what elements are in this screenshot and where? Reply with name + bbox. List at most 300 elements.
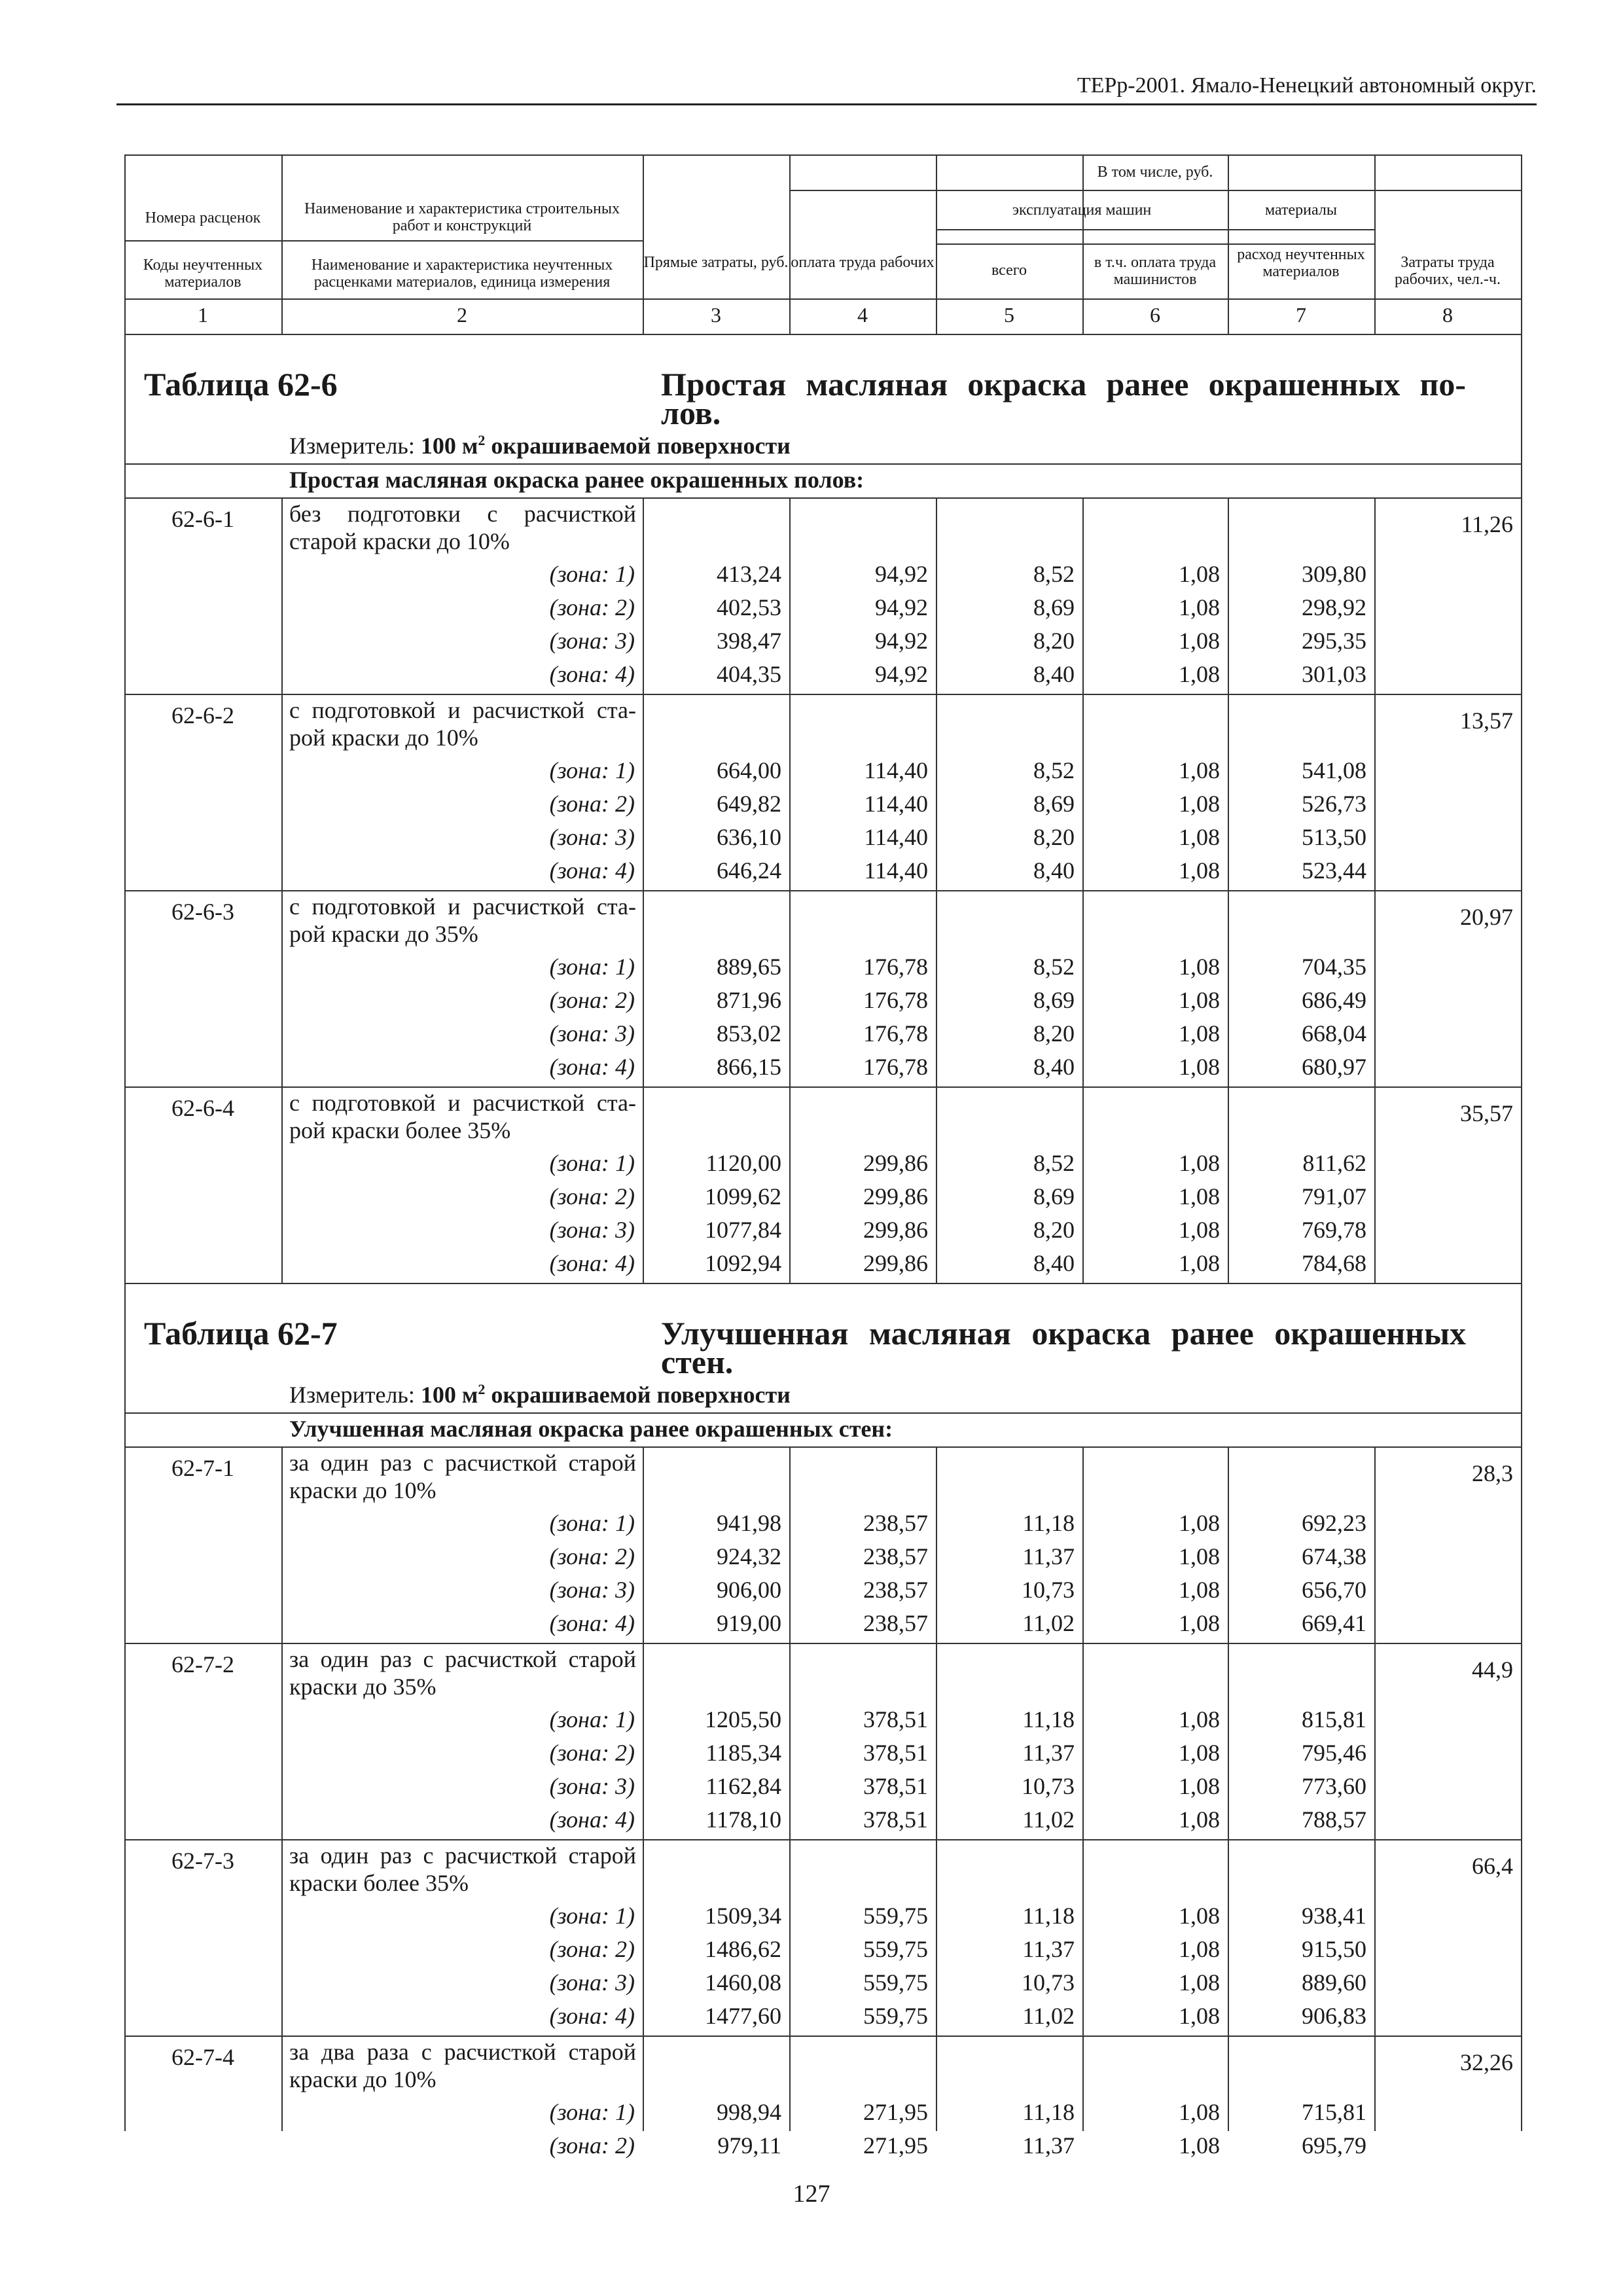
worker-pay: 299,86: [863, 1183, 928, 1210]
rate-description: за один раз с расчисткой старой: [289, 1646, 636, 1672]
machines-total: 8,52: [1033, 561, 1075, 587]
zone-label: (зона: 4): [549, 1806, 635, 1833]
grid-vline: [1228, 890, 1229, 1086]
zone-label: (зона: 2): [549, 1183, 635, 1210]
machines-total: 11,37: [1022, 2132, 1075, 2159]
grid-hline: [124, 1283, 1521, 1284]
worker-pay: 238,57: [863, 1543, 928, 1570]
worker-pay: 176,78: [863, 1054, 928, 1080]
rate-description-cont: краски до 10%: [289, 1477, 437, 1503]
machines-total: 8,40: [1033, 661, 1075, 687]
rate-code: 62-6-4: [171, 1095, 234, 1121]
rate-description-cont: краски до 35%: [289, 1674, 437, 1700]
material-cost: 938,41: [1302, 1903, 1366, 1929]
grid-hline: [124, 1086, 1521, 1088]
price-table: [124, 154, 1522, 2159]
worker-pay: 94,92: [875, 628, 928, 654]
machines-total: 11,02: [1022, 1610, 1075, 1636]
machinist-pay: 1,08: [1179, 661, 1220, 687]
direct-cost: 636,10: [717, 824, 781, 850]
zone-label: (зона: 3): [549, 824, 635, 850]
zone-label: (зона: 2): [549, 987, 635, 1013]
material-cost: 692,23: [1302, 1510, 1366, 1536]
machinist-pay: 1,08: [1179, 1806, 1220, 1833]
worker-pay: 378,51: [863, 1806, 928, 1833]
worker-pay: 299,86: [863, 1250, 928, 1276]
machinist-pay: 1,08: [1179, 1903, 1220, 1929]
grid-vline: [1082, 1839, 1084, 2036]
labor-cost: 11,26: [1461, 511, 1513, 537]
machines-total: 11,18: [1022, 1903, 1075, 1929]
grid-vline: [281, 1839, 283, 2036]
worker-pay: 114,40: [864, 857, 928, 884]
machinist-pay: 1,08: [1179, 1054, 1220, 1080]
machines-total: 11,18: [1022, 1706, 1075, 1732]
material-cost: 680,97: [1302, 1054, 1366, 1080]
grid-hline: [124, 1446, 1521, 1448]
machinist-pay: 1,08: [1179, 1706, 1220, 1732]
grid-vline: [281, 890, 283, 1086]
machinist-pay: 1,08: [1179, 1773, 1220, 1799]
direct-cost: 1477,60: [705, 2003, 781, 2029]
machines-total: 11,37: [1022, 1936, 1075, 1962]
grid-vline: [936, 1643, 937, 1839]
worker-pay: 94,92: [875, 661, 928, 687]
direct-cost: 979,11: [717, 2132, 781, 2159]
material-cost: 526,73: [1302, 791, 1366, 817]
grid-vline: [789, 497, 791, 694]
direct-cost: 853,02: [717, 1020, 781, 1047]
column-number: 4: [857, 303, 868, 327]
machines-total: 8,40: [1033, 857, 1075, 884]
machines-total: 8,69: [1033, 791, 1075, 817]
zone-label: (зона: 3): [549, 1773, 635, 1799]
machinist-pay: 1,08: [1179, 757, 1220, 783]
material-cost: 541,08: [1302, 757, 1366, 783]
grid-vline: [789, 1446, 791, 1643]
measure-unit: окрашиваемой поверхности: [485, 1382, 791, 1408]
labor-cost: 28,3: [1472, 1460, 1513, 1486]
header-machines-total: всего: [991, 262, 1027, 279]
rate-description-cont: краски более 35%: [289, 1870, 469, 1896]
machinist-pay: 1,08: [1179, 1510, 1220, 1536]
grid-vline: [1082, 2036, 1084, 2131]
direct-cost: 398,47: [717, 628, 781, 654]
labor-cost: 66,4: [1472, 1853, 1513, 1879]
grid-hline: [124, 240, 643, 242]
machinist-pay: 1,08: [1179, 791, 1220, 817]
material-cost: 695,79: [1302, 2132, 1366, 2159]
grid-vline: [936, 890, 937, 1086]
grid-vline: [124, 154, 126, 2131]
grid-vline: [936, 1086, 937, 1283]
header-machinist-pay: в т.ч. оплата труда машинистов: [1094, 254, 1217, 288]
column-number: 6: [1150, 303, 1160, 327]
machines-total: 10,73: [1022, 1969, 1075, 1996]
rate-code: 62-6-2: [171, 702, 234, 728]
grid-vline: [789, 1086, 791, 1283]
grid-vline: [643, 1086, 644, 1283]
machines-total: 8,40: [1033, 1054, 1075, 1080]
grid-vline: [643, 1839, 644, 2036]
material-cost: 669,41: [1302, 1610, 1366, 1636]
header-material-usage: расход неучтенных материалов: [1237, 246, 1365, 280]
machinist-pay: 1,08: [1179, 2132, 1220, 2159]
machines-total: 8,69: [1033, 1183, 1075, 1210]
machines-total: 8,20: [1033, 824, 1075, 850]
zone-label: (зона: 1): [549, 954, 635, 980]
zone-label: (зона: 1): [549, 2099, 635, 2125]
table-heading: Улучшенная масляная окраска ранее окрашенных: [661, 1315, 1466, 1352]
grid-vline: [1228, 694, 1229, 890]
material-cost: 811,62: [1302, 1150, 1366, 1176]
rate-description: за один раз с расчисткой старой: [289, 1450, 636, 1476]
grid-hline: [124, 154, 1521, 156]
rate-code: 62-7-1: [171, 1455, 234, 1481]
grid-vline: [643, 694, 644, 890]
column-number: 5: [1004, 303, 1014, 327]
rate-description-cont: рой краски более 35%: [289, 1117, 511, 1143]
worker-pay: 271,95: [863, 2099, 928, 2125]
header-material-codes: Коды неучтенных материалов: [143, 257, 263, 291]
grid-vline: [1374, 2036, 1376, 2131]
machinist-pay: 1,08: [1179, 824, 1220, 850]
machinist-pay: 1,08: [1179, 2099, 1220, 2125]
worker-pay: 176,78: [863, 954, 928, 980]
worker-pay: 238,57: [863, 1510, 928, 1536]
zone-label: (зона: 4): [549, 1054, 635, 1080]
machines-total: 11,18: [1022, 1510, 1075, 1536]
grid-vline: [281, 1643, 283, 1839]
labor-cost: 35,57: [1460, 1100, 1513, 1126]
machinist-pay: 1,08: [1179, 1183, 1220, 1210]
grid-vline: [789, 1839, 791, 2036]
worker-pay: 238,57: [863, 1610, 928, 1636]
grid-vline: [281, 497, 283, 694]
grid-vline: [936, 1839, 937, 2036]
running-header: ТЕРр-2001. Ямало-Ненецкий автономный округ.: [1077, 73, 1537, 98]
material-cost: 704,35: [1302, 954, 1366, 980]
material-cost: 795,46: [1302, 1740, 1366, 1766]
grid-vline: [1228, 1446, 1229, 1643]
machines-total: 10,73: [1022, 1773, 1075, 1799]
material-cost: 769,78: [1302, 1217, 1366, 1243]
machines-total: 11,02: [1022, 1806, 1075, 1833]
measure-line: [289, 432, 1205, 461]
column-number: 7: [1296, 303, 1306, 327]
grid-hline: [124, 2036, 1521, 2037]
zone-label: (зона: 4): [549, 661, 635, 687]
table-title: Таблица 62-7: [144, 1315, 338, 1352]
grid-vline: [1228, 1086, 1229, 1283]
machines-total: 8,20: [1033, 1217, 1075, 1243]
measure-superscript: 2: [478, 1381, 486, 1397]
table-title: Таблица 62-6: [144, 366, 338, 403]
grid-vline: [789, 1643, 791, 1839]
grid-vline: [936, 694, 937, 890]
machines-total: 8,20: [1033, 1020, 1075, 1047]
rate-description-cont: старой краски до 10%: [289, 528, 510, 554]
direct-cost: 1099,62: [705, 1183, 781, 1210]
direct-cost: 941,98: [717, 1510, 781, 1536]
grid-vline: [1228, 497, 1229, 694]
material-cost: 513,50: [1302, 824, 1366, 850]
machinist-pay: 1,08: [1179, 1020, 1220, 1047]
zone-label: (зона: 1): [549, 1903, 635, 1929]
measure-line: [289, 1381, 1205, 1410]
grid-vline: [1374, 694, 1376, 890]
direct-cost: 889,65: [717, 954, 781, 980]
table-heading: Простая масляная окраска ранее окрашенных по-: [661, 366, 1466, 403]
zone-label: (зона: 3): [549, 1577, 635, 1603]
rate-description: с подготовкой и расчисткой ста-: [289, 1090, 636, 1116]
machines-total: 8,69: [1033, 594, 1075, 620]
machinist-pay: 1,08: [1179, 1150, 1220, 1176]
zone-label: (зона: 2): [549, 1740, 635, 1766]
direct-cost: 413,24: [717, 561, 781, 587]
worker-pay: 176,78: [863, 987, 928, 1013]
grid-hline: [124, 334, 1521, 335]
zone-label: (зона: 3): [549, 628, 635, 654]
machines-total: 8,52: [1033, 954, 1075, 980]
zone-label: (зона: 4): [549, 1610, 635, 1636]
direct-cost: 1120,00: [705, 1150, 781, 1176]
grid-vline: [1228, 2036, 1229, 2131]
measure-label: Измеритель:: [289, 433, 415, 459]
material-cost: 715,81: [1302, 2099, 1366, 2125]
direct-cost: 1185,34: [705, 1740, 781, 1766]
measure-value: 100 м: [420, 433, 478, 459]
rate-description-cont: рой краски до 35%: [289, 921, 478, 947]
direct-cost: 1460,08: [705, 1969, 781, 1996]
direct-cost: 664,00: [717, 757, 781, 783]
zone-label: (зона: 3): [549, 1217, 635, 1243]
machines-total: 11,37: [1022, 1740, 1075, 1766]
zone-label: (зона: 1): [549, 1510, 635, 1536]
grid-hline: [124, 298, 1521, 300]
machinist-pay: 1,08: [1179, 1577, 1220, 1603]
direct-cost: 404,35: [717, 661, 781, 687]
rate-code: 62-6-1: [171, 506, 234, 532]
header-direct-costs: Прямые затраты, руб.: [643, 254, 789, 271]
zone-label: (зона: 2): [549, 594, 635, 620]
machines-total: 8,40: [1033, 1250, 1075, 1276]
labor-cost: 13,57: [1460, 708, 1513, 734]
machinist-pay: 1,08: [1179, 1969, 1220, 1996]
rate-code: 62-6-3: [171, 899, 234, 925]
grid-vline: [1374, 1643, 1376, 1839]
measure-label: Измеритель:: [289, 1382, 415, 1408]
machines-total: 11,37: [1022, 1543, 1075, 1570]
machinist-pay: 1,08: [1179, 1250, 1220, 1276]
machinist-pay: 1,08: [1179, 1936, 1220, 1962]
grid-hline: [124, 1412, 1521, 1414]
grid-hline: [124, 1839, 1521, 1840]
direct-cost: 924,32: [717, 1543, 781, 1570]
machinist-pay: 1,08: [1179, 561, 1220, 587]
direct-cost: 1509,34: [705, 1903, 781, 1929]
direct-cost: 649,82: [717, 791, 781, 817]
grid-vline: [643, 1643, 644, 1839]
table-subheading: Улучшенная масляная окраска ранее окрашенных стен:: [289, 1416, 893, 1442]
page-number: 127: [793, 2180, 830, 2208]
machines-total: 11,02: [1022, 2003, 1075, 2029]
grid-hline: [124, 497, 1521, 499]
direct-cost: 998,94: [717, 2099, 781, 2125]
material-cost: 791,07: [1302, 1183, 1366, 1210]
direct-cost: 1205,50: [705, 1706, 781, 1732]
machinist-pay: 1,08: [1179, 2003, 1220, 2029]
grid-vline: [789, 694, 791, 890]
machinist-pay: 1,08: [1179, 987, 1220, 1013]
direct-cost: 646,24: [717, 857, 781, 884]
machines-total: 11,18: [1022, 2099, 1075, 2125]
header-including: В том числе, руб.: [1097, 164, 1213, 181]
grid-vline: [643, 1446, 644, 1643]
grid-vline: [1082, 497, 1084, 694]
header-labor-costs: Затраты труда рабочих, чел.-ч.: [1395, 254, 1501, 288]
material-cost: 906,83: [1302, 2003, 1366, 2029]
table-heading-cont: лов.: [661, 395, 721, 431]
header-work-name: Наименование и характеристика строительных работ и конструкций: [304, 200, 620, 234]
table-heading-cont: стен.: [661, 1344, 734, 1380]
grid-vline: [789, 890, 791, 1086]
header-machines: эксплуатация машин: [1012, 202, 1152, 219]
header-rate-numbers: Номера расценок: [145, 209, 261, 226]
measure-unit: окрашиваемой поверхности: [485, 433, 791, 459]
column-number: 2: [457, 303, 467, 327]
material-cost: 674,38: [1302, 1543, 1366, 1570]
material-cost: 309,80: [1302, 561, 1366, 587]
worker-pay: 559,75: [863, 1903, 928, 1929]
header-rule: [116, 103, 1537, 105]
zone-label: (зона: 3): [549, 1969, 635, 1996]
table-subheading: Простая масляная окраска ранее окрашенных полов:: [289, 467, 865, 493]
worker-pay: 271,95: [863, 2132, 928, 2159]
grid-vline: [281, 1086, 283, 1283]
column-number: 1: [198, 303, 208, 327]
direct-cost: 1092,94: [705, 1250, 781, 1276]
direct-cost: 1178,10: [705, 1806, 781, 1833]
machinist-pay: 1,08: [1179, 954, 1220, 980]
machinist-pay: 1,08: [1179, 1740, 1220, 1766]
grid-hline: [124, 1643, 1521, 1644]
grid-vline: [936, 497, 937, 694]
worker-pay: 114,40: [864, 791, 928, 817]
worker-pay: 176,78: [863, 1020, 928, 1047]
grid-vline: [643, 2036, 644, 2131]
material-cost: 523,44: [1302, 857, 1366, 884]
rate-description: без подготовки с расчисткой: [289, 501, 636, 527]
labor-cost: 20,97: [1460, 904, 1513, 930]
machines-total: 8,69: [1033, 987, 1075, 1013]
rate-description-cont: краски до 10%: [289, 2066, 437, 2092]
worker-pay: 94,92: [875, 561, 928, 587]
measure-superscript: 2: [478, 432, 486, 448]
header-material-name: Наименование и характеристика неучтенных расценками материалов, единица измерения: [311, 257, 613, 291]
direct-cost: 919,00: [717, 1610, 781, 1636]
machinist-pay: 1,08: [1179, 1610, 1220, 1636]
grid-vline: [1521, 154, 1522, 2131]
grid-vline: [281, 1446, 283, 1643]
material-cost: 298,92: [1302, 594, 1366, 620]
worker-pay: 94,92: [875, 594, 928, 620]
machinist-pay: 1,08: [1179, 1543, 1220, 1570]
worker-pay: 299,86: [863, 1217, 928, 1243]
grid-vline: [1082, 1086, 1084, 1283]
machinist-pay: 1,08: [1179, 628, 1220, 654]
zone-label: (зона: 1): [549, 1706, 635, 1732]
zone-label: (зона: 4): [549, 1250, 635, 1276]
grid-vline: [936, 2036, 937, 2131]
rate-description: за один раз с расчисткой старой: [289, 1842, 636, 1869]
machines-total: 10,73: [1022, 1577, 1075, 1603]
worker-pay: 114,40: [864, 824, 928, 850]
grid-vline: [936, 1446, 937, 1643]
header-worker-pay: оплата труда рабочих: [791, 254, 935, 271]
grid-hline: [124, 694, 1521, 695]
zone-label: (зона: 1): [549, 757, 635, 783]
worker-pay: 299,86: [863, 1150, 928, 1176]
worker-pay: 114,40: [864, 757, 928, 783]
rate-description: с подготовкой и расчисткой ста-: [289, 697, 636, 723]
direct-cost: 871,96: [717, 987, 781, 1013]
worker-pay: 378,51: [863, 1773, 928, 1799]
material-cost: 889,60: [1302, 1969, 1366, 1996]
machines-total: 8,52: [1033, 1150, 1075, 1176]
rate-description-cont: рой краски до 10%: [289, 725, 478, 751]
material-cost: 668,04: [1302, 1020, 1366, 1047]
grid-vline: [1082, 1446, 1084, 1643]
machinist-pay: 1,08: [1179, 857, 1220, 884]
direct-cost: 402,53: [717, 594, 781, 620]
worker-pay: 559,75: [863, 1969, 928, 1996]
grid-vline: [1228, 1839, 1229, 2036]
material-cost: 915,50: [1302, 1936, 1366, 1962]
direct-cost: 1486,62: [705, 1936, 781, 1962]
grid-vline: [1082, 1643, 1084, 1839]
grid-hline: [936, 243, 1374, 245]
direct-cost: 1077,84: [705, 1217, 781, 1243]
worker-pay: 238,57: [863, 1577, 928, 1603]
grid-vline: [1374, 1446, 1376, 1643]
worker-pay: 559,75: [863, 1936, 928, 1962]
column-number: 3: [711, 303, 721, 327]
grid-vline: [1082, 694, 1084, 890]
grid-vline: [1228, 1643, 1229, 1839]
direct-cost: 866,15: [717, 1054, 781, 1080]
worker-pay: 378,51: [863, 1706, 928, 1732]
worker-pay: 559,75: [863, 2003, 928, 2029]
material-cost: 686,49: [1302, 987, 1366, 1013]
machines-total: 8,20: [1033, 628, 1075, 654]
rate-code: 62-7-4: [171, 2044, 234, 2070]
worker-pay: 378,51: [863, 1740, 928, 1766]
direct-cost: 1162,84: [705, 1773, 781, 1799]
zone-label: (зона: 2): [549, 791, 635, 817]
material-cost: 784,68: [1302, 1250, 1366, 1276]
zone-label: (зона: 4): [549, 857, 635, 884]
grid-vline: [281, 694, 283, 890]
direct-cost: 906,00: [717, 1577, 781, 1603]
zone-label: (зона: 2): [549, 2132, 635, 2159]
material-cost: 301,03: [1302, 661, 1366, 687]
grid-vline: [1374, 1086, 1376, 1283]
zone-label: (зона: 2): [549, 1936, 635, 1962]
labor-cost: 44,9: [1472, 1657, 1513, 1683]
rate-description: за два раза с расчисткой старой: [289, 2039, 636, 2065]
grid-vline: [1082, 890, 1084, 1086]
